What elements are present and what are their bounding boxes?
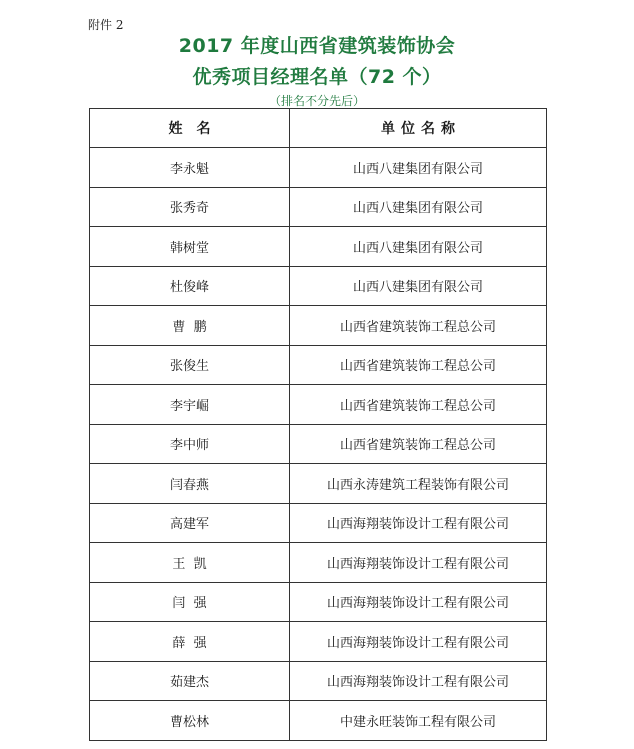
manager-name-cell: 薛 强 [90, 622, 290, 662]
table-row [90, 227, 547, 267]
table-row [90, 464, 547, 504]
manager-name-cell: 闫春燕 [90, 464, 290, 504]
company-cell: 山西海翔装饰设计工程有限公司 [290, 622, 547, 662]
company-cell: 山西省建筑装饰工程总公司 [290, 345, 547, 385]
table-row [90, 424, 547, 464]
company-cell: 山西海翔装饰设计工程有限公司 [290, 543, 547, 583]
header-name: 姓名 [90, 109, 290, 148]
manager-table [89, 108, 547, 741]
manager-name-cell: 曹 鹏 [90, 306, 290, 346]
manager-name-cell: 闫 强 [90, 582, 290, 622]
company-cell: 山西省建筑装饰工程总公司 [290, 306, 547, 346]
manager-name-cell: 杜俊峰 [90, 266, 290, 306]
table-row [90, 543, 547, 583]
company-cell: 山西省建筑装饰工程总公司 [290, 424, 547, 464]
table-header-row [90, 109, 547, 148]
table-row [90, 345, 547, 385]
company-cell: 山西海翔装饰设计工程有限公司 [290, 661, 547, 701]
ranking-note: （排名不分先后） [268, 94, 365, 108]
table-row [90, 622, 547, 662]
table-row [90, 385, 547, 425]
attachment-label: 附件 2 [88, 18, 124, 32]
company-cell: 山西八建集团有限公司 [290, 187, 547, 227]
manager-name-cell: 王 凯 [90, 543, 290, 583]
table-row [90, 148, 547, 188]
manager-name-cell: 张秀奇 [90, 187, 290, 227]
company-cell: 山西八建集团有限公司 [290, 227, 547, 267]
table-body [90, 148, 547, 741]
company-cell: 山西海翔装饰设计工程有限公司 [290, 582, 547, 622]
manager-name-cell: 李永魁 [90, 148, 290, 188]
company-cell: 山西海翔装饰设计工程有限公司 [290, 503, 547, 543]
table-row [90, 187, 547, 227]
company-cell: 中建永旺装饰工程有限公司 [290, 701, 547, 741]
table-row [90, 306, 547, 346]
document-title-line1: 2017 年度山西省建筑装饰协会 [178, 35, 456, 57]
manager-name-cell: 韩树堂 [90, 227, 290, 267]
company-cell: 山西八建集团有限公司 [290, 266, 547, 306]
company-cell: 山西八建集团有限公司 [290, 148, 547, 188]
table-row [90, 503, 547, 543]
manager-name-cell: 高建军 [90, 503, 290, 543]
document-title-line2: 优秀项目经理名单（72 个） [192, 66, 442, 88]
manager-name-cell: 茹建杰 [90, 661, 290, 701]
manager-name-cell: 李宇崛 [90, 385, 290, 425]
company-cell: 山西省建筑装饰工程总公司 [290, 385, 547, 425]
manager-name-cell: 李中师 [90, 424, 290, 464]
company-cell: 山西永涛建筑工程装饰有限公司 [290, 464, 547, 504]
table-row [90, 266, 547, 306]
table-row [90, 582, 547, 622]
manager-name-cell: 张俊生 [90, 345, 290, 385]
manager-name-cell: 曹松林 [90, 701, 290, 741]
table-row [90, 661, 547, 701]
table-row [90, 701, 547, 741]
header-unit: 单位名称 [290, 109, 547, 148]
